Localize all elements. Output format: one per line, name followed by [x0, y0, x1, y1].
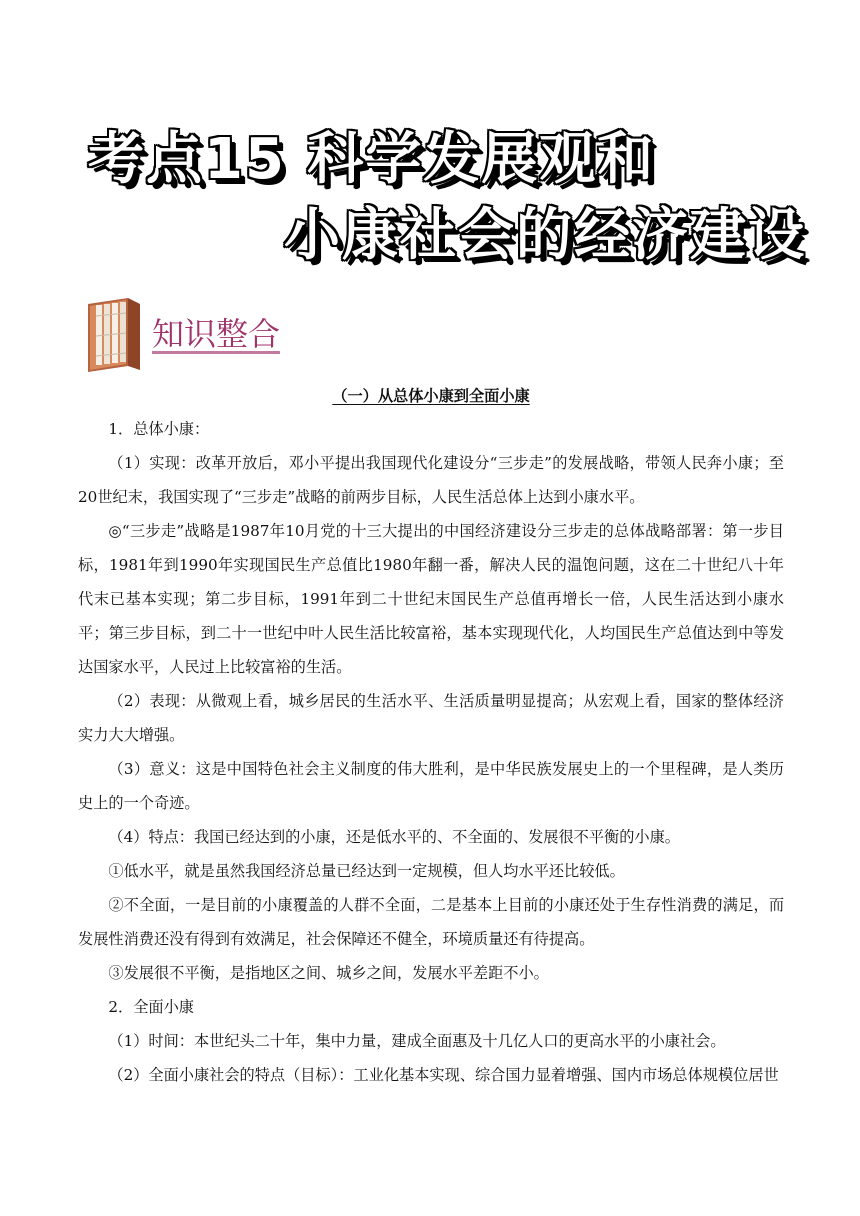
document-title-line-1: 考点15 科学发展观和	[88, 127, 656, 192]
section-banner	[84, 292, 344, 374]
paragraph: （2）表现：从微观上看，城乡居民的生活水平、生活质量明显提高；从宏观上看，国家的整体经济实力大大增强。	[78, 692, 784, 744]
paragraph: 2．全面小康	[108, 998, 194, 1016]
paragraph: ②不全面，一是目前的小康覆盖的人群不全面，二是基本上目前的小康还处于生存性消费的满足，而发展性消费还没有得到有效满足，社会保障还不健全，环境质量还有待提高。	[78, 896, 784, 948]
paragraph: ③发展很不平衡，是指地区之间、城乡之间，发展水平差距不小。	[108, 964, 549, 982]
paragraph: （1）实现：改革开放后，邓小平提出我国现代化建设分“三步走”的发展战略，带领人民奔小康；至20世纪末，我国实现了“三步走”战略的前两步目标，人民生活总体上达到小康水平。	[78, 454, 784, 506]
section-heading: （一）从总体小康到全面小康	[332, 387, 530, 405]
paragraph: （2）全面小康社会的特点（目标）：工业化基本实现、综合国力显着增强、国内市场总体规模位居世	[108, 1066, 779, 1084]
document-body	[78, 382, 784, 1092]
paragraph: ◎“三步走”战略是1987年10月党的十三大提出的中国经济建设分三步走的总体战略部署：第一步目标，1981年到1990年实现国民生产总值比1980年翻一番，解决人民的温饱问题，这在二十世纪八十年代末已基本实现；第二步目标，1991年到二十世纪末国民生产总值再增长一倍，人民生活达到小康水平；第三步目标，到二十一世纪中叶人民生活比较富裕，基本实现现代化，人均国民生产总值达到中等发达国家水平，人民过上比较富裕的生活。	[78, 522, 784, 676]
document-title-line-2: 小康社会的经济建设	[284, 203, 806, 268]
section-label: 知识整合	[152, 315, 281, 353]
paragraph: ①低水平，就是虽然我国经济总量已经达到一定规模，但人均水平还比较低。	[108, 862, 625, 880]
paragraph: （4）特点：我国已经达到的小康，还是低水平的、不全面的、发展很不平衡的小康。	[108, 828, 680, 846]
book-icon	[84, 296, 144, 372]
paragraph: （3）意义：这是中国特色社会主义制度的伟大胜利，是中华民族发展史上的一个里程碑，是人类历史上的一个奇迹。	[78, 760, 784, 812]
paragraph: （1）时间：本世纪头二十年，集中力量，建成全面惠及十几亿人口的更高水平的小康社会。	[108, 1032, 726, 1050]
paragraph: 1．总体小康：	[108, 420, 210, 438]
